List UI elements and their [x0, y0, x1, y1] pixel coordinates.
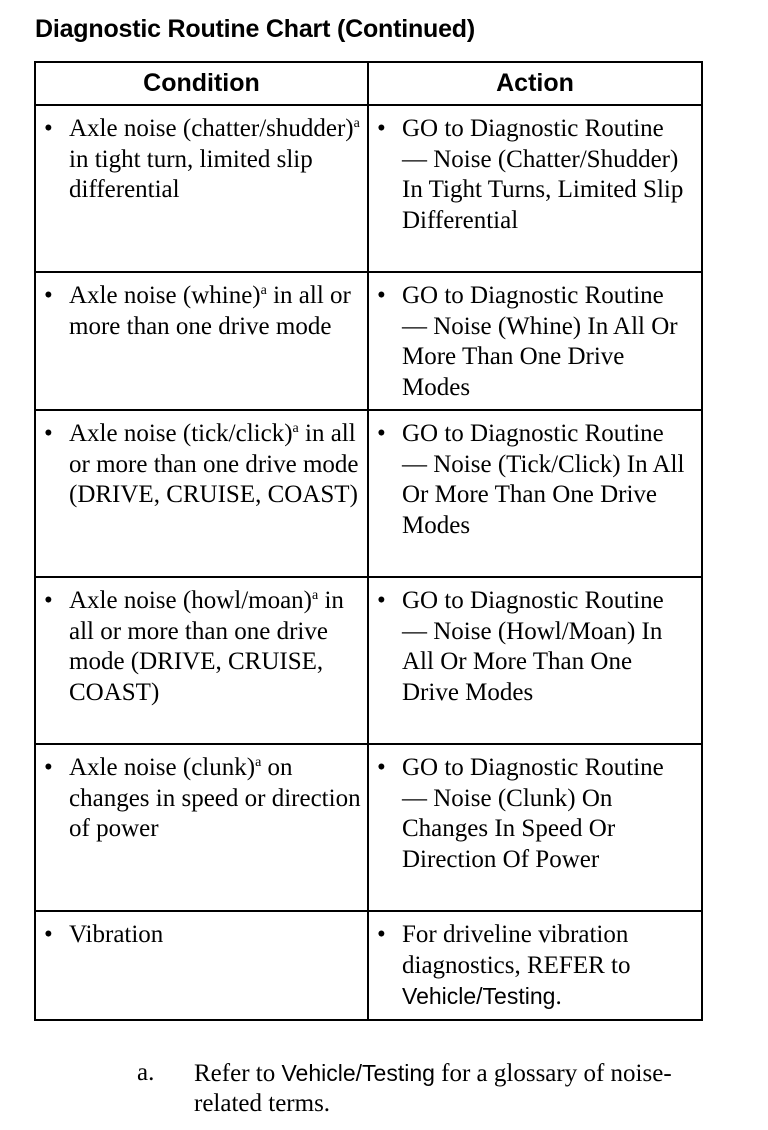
bullet-icon: • — [377, 420, 386, 447]
condition-text: in all or more than one drive mode (DRIVE, CRUISE, COAST) — [69, 587, 344, 706]
column-header-condition: Condition — [35, 62, 368, 105]
bullet-icon: • — [44, 754, 53, 781]
bullet-icon: • — [44, 115, 53, 142]
footnote-marker: a — [312, 588, 319, 603]
footnote-marker: a — [353, 116, 360, 131]
action-text: GO to Diagnostic Routine — Noise (Whine) In All Or More Than One Drive Modes — [402, 282, 678, 401]
action-text: For driveline vibration diagnostics, REFER to — [402, 921, 631, 979]
action-cell — [368, 911, 702, 1020]
bullet-icon: • — [377, 921, 386, 948]
action-cell — [368, 272, 702, 410]
action-text: GO to Diagnostic Routine — Noise (Tick/Click) In All Or More Than One Drive Modes — [402, 420, 685, 539]
table-row — [35, 744, 702, 911]
table-row — [35, 577, 702, 744]
action-cell — [368, 577, 702, 744]
condition-text: Axle noise (howl/moan) — [69, 587, 313, 614]
condition-text: Axle noise (whine) — [69, 282, 261, 309]
bullet-icon: • — [377, 282, 386, 309]
condition-cell — [35, 272, 368, 410]
condition-text: in all or more than one drive mode — [69, 282, 351, 340]
table-row — [35, 911, 702, 1020]
bullet-icon: • — [44, 420, 53, 447]
action-text: GO to Diagnostic Routine — Noise (Clunk) On Changes In Speed Or Direction Of Power — [402, 754, 664, 873]
action-cell — [368, 105, 702, 272]
condition-cell — [35, 911, 368, 1020]
condition-cell — [35, 410, 368, 577]
action-text: GO to Diagnostic Routine — Noise (Chatter/Shudder) In Tight Turns, Limited Slip Differential — [402, 115, 684, 234]
table-row — [35, 272, 702, 410]
condition-text: on changes in speed or direction of power — [69, 754, 361, 842]
footnote-label: a. — [137, 1059, 155, 1086]
bullet-icon: • — [44, 587, 53, 614]
vehicle-testing-reference: Vehicle/Testing — [402, 983, 556, 1009]
table-row — [35, 410, 702, 577]
footnote-marker: a — [292, 421, 299, 436]
footnote-marker: a — [260, 283, 267, 298]
condition-text: in all or more than one drive mode (DRIVE, CRUISE, COAST) — [69, 420, 359, 508]
condition-cell — [35, 105, 368, 272]
action-text: GO to Diagnostic Routine — Noise (Howl/Moan) In All Or More Than One Drive Modes — [402, 587, 664, 706]
table-row — [35, 105, 702, 272]
footnote-text-end: for a glossary of noise-related terms. — [194, 1060, 672, 1117]
footnote-text: Refer to — [194, 1060, 282, 1087]
condition-text: Axle noise (chatter/shudder) — [69, 115, 354, 142]
bullet-icon: • — [377, 754, 386, 781]
condition-text: in tight turn, limited slip differential — [69, 145, 313, 203]
bullet-icon: • — [377, 115, 386, 142]
condition-text: Axle noise (tick/click) — [69, 420, 293, 447]
page-title: Diagnostic Routine Chart (Continued) — [35, 15, 475, 43]
table-header-row — [35, 62, 702, 105]
action-text-end: . — [555, 983, 562, 1010]
condition-text: Axle noise (clunk) — [69, 754, 256, 781]
bullet-icon: • — [44, 921, 53, 948]
condition-cell — [35, 744, 368, 911]
condition-cell — [35, 577, 368, 744]
diagnostic-chart-table — [34, 61, 703, 1021]
action-cell — [368, 744, 702, 911]
column-header-action: Action — [368, 62, 702, 105]
action-cell — [368, 410, 702, 577]
condition-text: Vibration — [69, 921, 164, 948]
bullet-icon: • — [377, 587, 386, 614]
footnote-reference: Vehicle/Testing — [281, 1060, 435, 1086]
footnote-marker: a — [255, 755, 262, 770]
footnote — [137, 1058, 697, 1119]
bullet-icon: • — [44, 282, 53, 309]
